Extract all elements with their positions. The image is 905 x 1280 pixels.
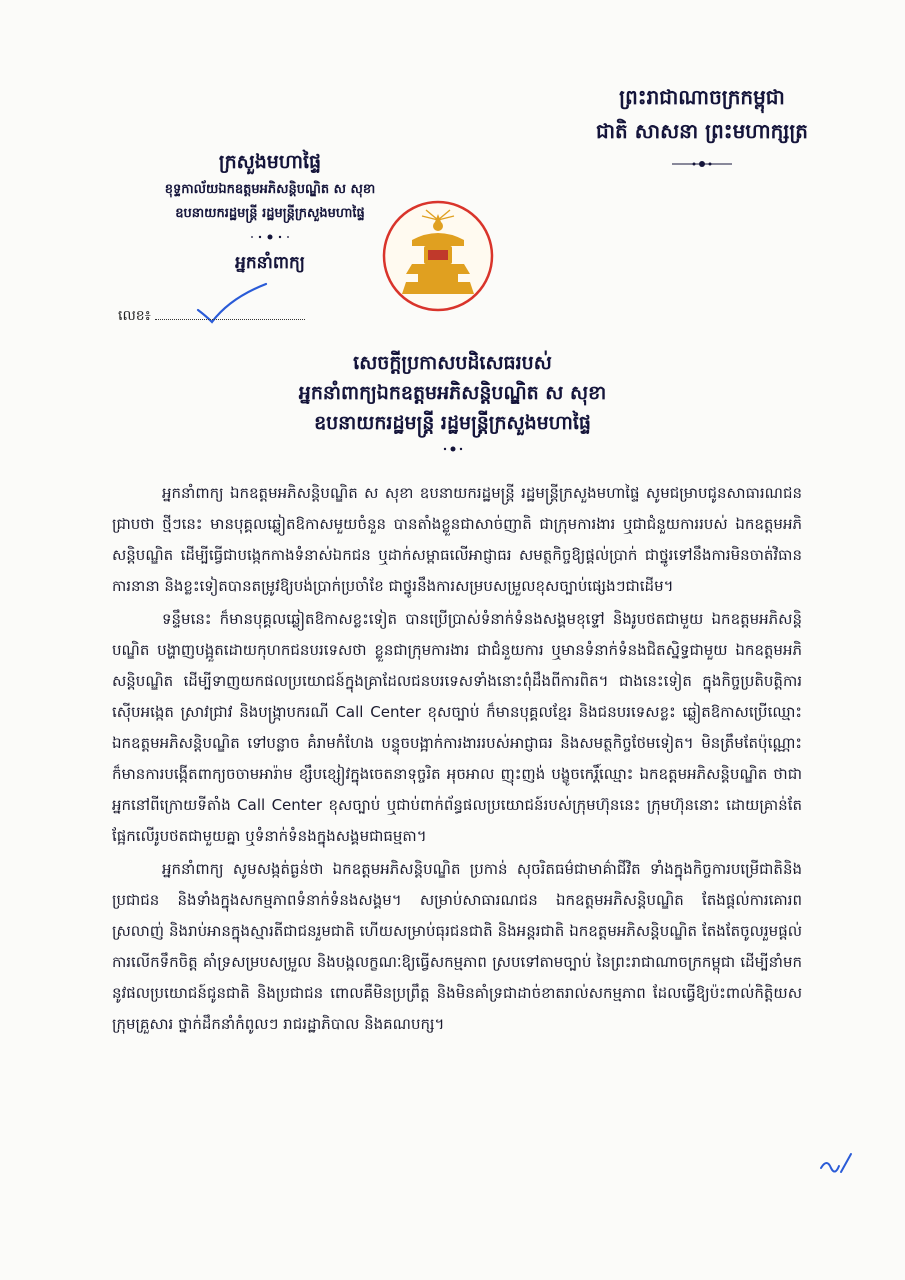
paragraph-3: អ្នកនាំពាក្យ សូមសង្កត់ធ្ងន់ថា ឯកឧត្តមអភិសន្តិបណ្ឌិត ប្រកាន់ សុចរិតធម៌ជាមាគ៌ាជីវិត ទាំងក្នុងកិច្ចការបម្រើជាតិនិងប្រជាជន និងទាំងក្នុងសកម្មភាពទំនាក់ទំនងសង្គម។ សម្រាប់សាធារណជន ឯកឧត្តមអភិសន្តិបណ្ឌិត តែងផ្តល់ការគោរព ស្រលាញ់ និងរាប់អានក្នុងស្មារតីជាជនរួមជាតិ ហើយសម្រាប់ធុរជនជាតិ និងអន្តរជាតិ ឯកឧត្តមអភិសន្តិបណ្ឌិត តែងតែចូលរួមផ្តល់ការលើកទឹកចិត្ត គាំទ្រសម្របសម្រួល និងបង្កលក្ខណៈឱ្យធ្វើសកម្មភាព ស្របទៅតាមច្បាប់ នៃព្រះរាជាណាចក្រកម្ពុជា ដើម្បីនាំមកនូវផលប្រយោជន៍ជូនជាតិ និងប្រជាជន ពោលគឺមិនប្រព្រឹត្ត និងមិនគាំទ្រជាដាច់ខាតរាល់សកម្មភាព ដែលធ្វើឱ្យប៉ះពាល់កិត្តិយសក្រុមគ្រួសារ ថ្នាក់ដឹកនាំកំពូលៗ រាជរដ្ឋាភិបាល និងគណបក្ស។ — [112, 860, 802, 1033]
ornament-divider-icon — [672, 160, 732, 168]
cabinet-office: ខុទ្ទកាល័យឯកឧត្តមអភិសន្តិបណ្ឌិត ស សុខា — [164, 182, 376, 197]
statement-body — [112, 478, 802, 1042]
ministry-emblem-icon — [382, 200, 494, 312]
kingdom-header — [577, 82, 827, 172]
title-line-2: អ្នកនាំពាក្យឯកឧត្តមអភិសន្តិបណ្ឌិត ស សុខា — [298, 382, 607, 404]
ornament-divider-icon — [433, 445, 473, 453]
ministry-name: ក្រសួងមហាផ្ទៃ — [218, 151, 322, 173]
official-position: ឧបនាយករដ្ឋមន្ត្រី រដ្ឋមន្ត្រីក្រសួងមហាផ្ទៃ — [175, 206, 365, 221]
paragraph-1: អ្នកនាំពាក្យ ឯកឧត្តមអភិសន្តិបណ្ឌិត ស សុខា ឧបនាយករដ្ឋមន្ត្រី រដ្ឋមន្ត្រីក្រសួងមហាផ្ទៃ សូមជម្រាបជូនសាធារណជនជ្រាបថា ថ្មីៗនេះ មានបុគ្គលឆ្លៀតឱកាសមួយចំនួន បានតាំងខ្លួនជាសាច់ញាតិ ជាក្រុមការងារ ឬជាជំនួយការរបស់ ឯកឧត្តមអភិសន្តិបណ្ឌិត ដើម្បីធ្វើជាបង្កេកកាងទំនាស់ឯកជន ឬដាក់សម្ពាធលើអាជ្ញាធរ សមត្ថកិច្ចឱ្យផ្តល់ប្រាក់ ជាថ្នូរទៅនឹងការមិនចាត់វិធានការនានា និងខ្លះទៀតបានតម្រូវឱ្យបង់ប្រាក់ប្រចាំខែ ជាថ្នូរនឹងការសម្របសម្រួលខុសច្បាប់ផ្សេងៗជាដើម។ — [112, 484, 802, 595]
reference-blank — [155, 307, 305, 320]
national-motto: ជាតិ សាសនា ព្រះមហាក្សត្រ — [596, 119, 808, 143]
statement-title — [90, 348, 815, 457]
ornament-divider-icon — [245, 233, 295, 241]
kingdom-name: ព្រះរាជាណាចក្រកម្ពុជា — [619, 85, 785, 109]
spokesperson-label: អ្នកនាំពាក្យ — [235, 253, 305, 273]
reference-label: លេខ៖ — [118, 308, 151, 324]
paragraph-2: ទន្ទឹមនេះ ក៏មានបុគ្គលឆ្លៀតឱកាសខ្លះទៀត បានប្រើប្រាស់ទំនាក់ទំនងសង្គមខុទ្ទៅ និងរូបថតជាមួយ ឯកឧត្តមអភិសន្តិបណ្ឌិត បង្ហាញបង្អួតដោយកុហកជនបរទេសថា ខ្លួនជាក្រុមការងារ ជាជំនួយការ ឬមានទំនាក់ទំនងជិតស្និទ្ធជាមួយ ឯកឧត្តមអភិសន្តិបណ្ឌិត ដើម្បីទាញយកផលប្រយោជន៍ក្នុងគ្រាដែលជនបរទេសទាំងនោះពុំដឹងពីការពិត។ ជាងនេះទៀត ក្នុងកិច្ចប្រតិបត្តិការស៊ើបអង្កេត ស្រាវជ្រាវ និងបង្ក្រាបករណី Call Center ខុសច្បាប់ ក៏មានបុគ្គលខ្មែរ និងជនបរទេសខ្លះ ឆ្លៀតឱកាសប្រើឈ្មោះ ឯកឧត្តមអភិសន្តិបណ្ឌិត ទៅបន្លាច គំរាមកំហែង បន្ទុចបង្អាក់ការងាររបស់អាជ្ញាធរ និងសមត្ថកិច្ចថែមទៀត។ មិនត្រឹមតែប៉ុណ្ណោះ ក៏មានការបង្កើតពាក្យចចាមអារ៉ាម ខ្សឹបខ្សៀវក្នុងចេតនាទុច្ចរិត អុចអាល ញុះញង់ បង្ខូចកេរ្តិ៍ឈ្មោះ ឯកឧត្តមអភិសន្តិបណ្ឌិត ថាជាអ្នកនៅពីក្រោយទីតាំង Call Center ខុសច្បាប់ ឬជាប់ពាក់ព័ន្ធផលប្រយោជន៍របស់ក្រុមហ៊ុននេះ ក្រុមហ៊ុននោះ ដោយគ្រាន់តែផ្អែកលើរូបថតជាមួយគ្នា ឬទំនាក់ទំនងក្នុងសង្គមជាធម្មតា។ — [112, 610, 802, 845]
title-line-1: សេចក្តីប្រកាសបដិសេធរបស់ — [353, 352, 552, 374]
reference-number — [118, 306, 338, 327]
page-mark-icon — [817, 1150, 853, 1176]
title-line-3: ឧបនាយករដ្ឋមន្ត្រី រដ្ឋមន្ត្រីក្រសួងមហាផ្ទៃ — [314, 412, 591, 434]
